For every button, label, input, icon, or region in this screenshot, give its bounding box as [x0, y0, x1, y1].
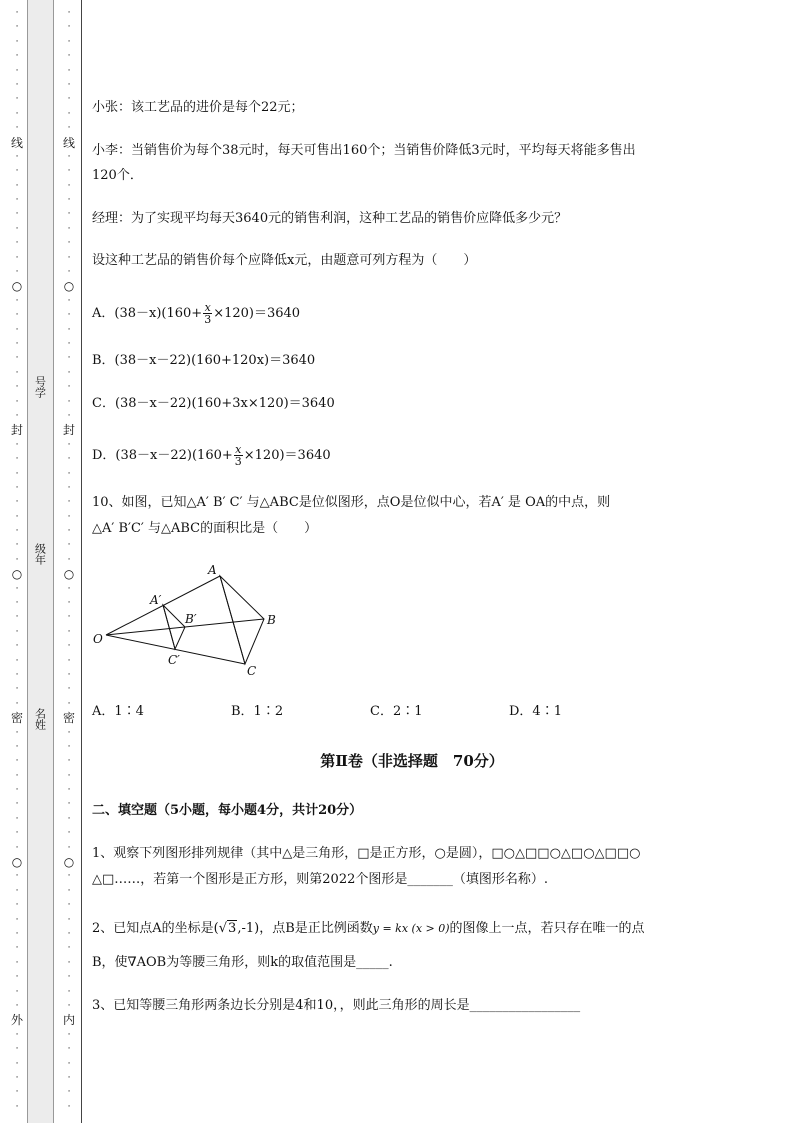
outer-binding-dot: · — [15, 51, 19, 62]
outer-binding-dot: · — [15, 684, 19, 695]
inner-binding-dot: · — [67, 1000, 71, 1011]
outer-binding-dot: · — [15, 1044, 19, 1055]
outer-binding-dot: · — [15, 612, 19, 623]
outer-binding-marker: 外 — [10, 1013, 23, 1028]
inner-binding-dot: · — [67, 871, 71, 882]
fill2-line-1: 2、已知点A的坐标是(√3,-1)，点B是正比例函数y = kx (x > 0)的图像上一点，若只存在唯一的点 — [92, 921, 645, 936]
inner-binding-dot: · — [67, 756, 71, 767]
outer-binding-dot: · — [15, 108, 19, 119]
outer-binding-dot: · — [15, 468, 19, 479]
outer-binding-dot: · — [15, 842, 19, 853]
outer-binding-dot: · — [15, 785, 19, 796]
section-heading-fill-in: 二、填空题（5小题，每小题4分，共计20分） — [92, 803, 363, 818]
inner-binding-marker: ○ — [63, 855, 75, 870]
outer-binding-dot: · — [15, 540, 19, 551]
outer-binding-dot: · — [15, 252, 19, 263]
label-a: A — [208, 563, 217, 577]
q10-option-a: A．1∶4 — [92, 704, 144, 719]
outer-binding-dot: · — [15, 655, 19, 666]
inner-binding-dot: · — [67, 108, 71, 119]
outer-binding-dot: · — [15, 410, 19, 421]
part-two-title: 第Ⅱ卷（非选择题 70分） — [320, 752, 504, 770]
q10-line-1: 10、如图，已知△A′ B′ C′ 与△ABC是位似图形，点O是位似中心，若A′ 是 OA的中点，则 — [92, 495, 611, 510]
inner-binding-dot: · — [67, 583, 71, 594]
inner-binding-dot: · — [67, 684, 71, 695]
fill1-line-2: △□……，若第一个图形是正方形，则第2022个图形是_______（填图形名称）. — [92, 872, 548, 887]
q9-line-4: 经理：为了实现平均每天3640元的销售利润，这种工艺品的销售价应降低多少元？ — [92, 211, 568, 226]
inner-binding-dot: · — [67, 554, 71, 565]
q9-line-2: 小李：当销售价为每个38元时，每天可售出160个；当销售价降低3元时，平均每天将能多售出 — [92, 143, 636, 158]
q9-option-c: C．(38－x－22)(160+3x×120)＝3640 — [92, 396, 335, 411]
outer-binding-dot: · — [15, 1072, 19, 1083]
inner-binding-dot: · — [67, 943, 71, 954]
inner-binding-dot: · — [67, 929, 71, 939]
inner-binding-dot: · — [67, 166, 71, 177]
q9-option-a: A．(38－x)(160+ $\frac{x}{3}$ ×120)＝3640 — [92, 301, 301, 326]
q9-option-b: B．(38－x－22)(160+120x)＝3640 — [92, 353, 316, 368]
outer-binding-dot: · — [15, 295, 19, 306]
inner-binding-dot: · — [67, 598, 71, 609]
inner-binding-dot: · — [67, 741, 71, 752]
fraction-x-over-3: $\frac{x}{3}$ — [204, 301, 212, 326]
q10-option-d: D．4∶1 — [509, 704, 562, 719]
outer-binding-dot: · — [15, 497, 19, 508]
inner-binding-dot: · — [67, 972, 71, 983]
outer-binding-dot: · — [15, 626, 19, 637]
inner-binding-dot: · — [67, 439, 71, 450]
outer-binding-marker: 封 — [10, 423, 23, 438]
outer-binding-dot: · — [15, 22, 19, 33]
outer-binding-marker: 线 — [10, 135, 23, 150]
outer-binding-dot: · — [15, 94, 19, 105]
inner-binding-dot: · — [67, 1087, 71, 1098]
inner-binding-dot: · — [67, 770, 71, 781]
outer-binding-dot: · — [15, 741, 19, 752]
inner-binding-dot: · — [67, 1029, 71, 1040]
inner-binding-dot: · — [67, 209, 71, 220]
homothety-figure — [92, 560, 292, 685]
outer-binding-dot: · — [15, 180, 19, 191]
inner-binding-dot: · — [67, 180, 71, 191]
outer-binding-dot: · — [15, 1029, 19, 1040]
inner-binding-marker: 密 — [62, 711, 75, 726]
label-b-prime: B′ — [185, 612, 197, 626]
outer-binding-dot: · — [15, 324, 19, 335]
label-c: C — [247, 664, 257, 678]
inner-binding-dot: · — [67, 324, 71, 335]
outer-binding-dot: · — [15, 885, 19, 896]
q9-option-d: D．(38－x－22)(160+ $\frac{x}{3}$ ×120)＝3640 — [92, 443, 331, 468]
student-number-label: 号学 — [33, 376, 47, 398]
inner-binding-dot: · — [67, 785, 71, 796]
label-a-prime: A′ — [150, 593, 162, 607]
outer-binding-dot: · — [15, 669, 19, 680]
outer-binding-dot: · — [15, 310, 19, 321]
inner-binding-dot: · — [67, 295, 71, 306]
inner-binding-dot: · — [67, 482, 71, 493]
outer-binding-dot: · — [15, 641, 19, 652]
outer-binding-dot: · — [15, 382, 19, 393]
binding-margin — [0, 0, 82, 1123]
label-c-prime: C′ — [168, 653, 180, 667]
outer-binding-marker: ○ — [11, 855, 23, 870]
inner-binding-dot: · — [67, 36, 71, 47]
outer-binding-dot: · — [15, 943, 19, 954]
inner-binding-dot: · — [67, 410, 71, 421]
outer-binding-dot: · — [15, 727, 19, 738]
outer-binding-dot: · — [15, 79, 19, 90]
outer-binding-dot: · — [15, 972, 19, 983]
label-o: O — [93, 632, 103, 646]
inner-binding-dot: · — [67, 94, 71, 105]
inner-binding-dot: · — [67, 8, 71, 18]
inner-binding-dot: · — [67, 813, 71, 824]
inner-binding-dot: · — [67, 123, 71, 134]
outer-binding-dot: · — [15, 770, 19, 781]
inner-binding-dot: · — [67, 454, 71, 465]
inner-binding-dot: · — [67, 267, 71, 278]
outer-binding-dot: · — [15, 223, 19, 234]
outer-binding-dot: · — [15, 209, 19, 220]
outer-binding-dot: · — [15, 914, 19, 925]
outer-binding-marker: 密 — [10, 711, 23, 726]
inner-binding-dot: · — [67, 669, 71, 680]
inner-binding-dot: · — [67, 914, 71, 925]
inner-binding-dot: · — [67, 65, 71, 76]
inner-binding-dot: · — [67, 626, 71, 637]
inner-binding-dot: · — [67, 957, 71, 968]
fill2-line-2: B，使∇AOB为等腰三角形，则k的取值范围是_____. — [92, 955, 393, 970]
outer-binding-dot: · — [15, 900, 19, 911]
outer-binding-dot: · — [15, 986, 19, 997]
inner-binding-dot: · — [67, 223, 71, 234]
q10-options — [92, 702, 562, 722]
fraction-x-over-3: $\frac{x}{3}$ — [234, 443, 242, 468]
grade-label: 级年 — [33, 543, 47, 565]
outer-binding-marker: ○ — [11, 279, 23, 294]
q10-option-c: C．2∶1 — [370, 704, 423, 719]
inner-binding-dot: · — [67, 641, 71, 652]
outer-binding-dot: · — [15, 756, 19, 767]
outer-binding-dot: · — [15, 439, 19, 450]
inner-binding-marker: ○ — [63, 279, 75, 294]
outer-binding-dot: · — [15, 957, 19, 968]
outer-binding-dot: · — [15, 396, 19, 407]
sqrt-symbol: √ — [218, 921, 228, 936]
outer-binding-dot: · — [15, 598, 19, 609]
inner-binding-dot: · — [67, 22, 71, 33]
inner-binding-dot: · — [67, 828, 71, 839]
outer-binding-dot: · — [15, 583, 19, 594]
outer-binding-dot: · — [15, 1101, 19, 1112]
inner-binding-dot: · — [67, 238, 71, 249]
outer-binding-dot: · — [15, 353, 19, 364]
label-b: B — [267, 613, 276, 627]
inner-binding-dot: · — [67, 698, 71, 709]
outer-binding-dot: · — [15, 1058, 19, 1069]
inner-binding-dot: · — [67, 497, 71, 508]
inner-binding-dot: · — [67, 353, 71, 364]
inner-binding-dot: · — [67, 382, 71, 393]
outer-binding-dot: · — [15, 338, 19, 349]
q9-line-1: 小张：该工艺品的进价是每个22元； — [92, 100, 304, 115]
inner-binding-dot: · — [67, 252, 71, 263]
outer-binding-dot: · — [15, 1087, 19, 1098]
inner-binding-dot: · — [67, 79, 71, 90]
outer-binding-dot: · — [15, 554, 19, 565]
outer-binding-dot: · — [15, 828, 19, 839]
inner-binding-dot: · — [67, 526, 71, 537]
q9-line-3: 120个． — [92, 168, 143, 183]
outer-binding-dot: · — [15, 367, 19, 378]
inner-binding-dot: · — [67, 655, 71, 666]
inner-binding-dot: · — [67, 540, 71, 551]
inner-binding-dot: · — [67, 151, 71, 162]
inner-binding-dot: · — [67, 1072, 71, 1083]
inner-binding-dot: · — [67, 1101, 71, 1112]
outer-binding-dot: · — [15, 929, 19, 939]
inner-binding-dot: · — [67, 1044, 71, 1055]
outer-binding-dot: · — [15, 238, 19, 249]
inner-binding-dot: · — [67, 511, 71, 522]
q10-option-b: B．1∶2 — [231, 704, 284, 719]
inner-binding-dot: · — [67, 799, 71, 810]
inner-binding-dot: · — [67, 367, 71, 378]
outer-binding-dot: · — [15, 511, 19, 522]
outer-binding-dot: · — [15, 454, 19, 465]
outer-binding-dot: · — [15, 123, 19, 134]
outer-binding-marker: ○ — [11, 567, 23, 582]
outer-binding-dot: · — [15, 813, 19, 824]
inner-binding-marker: 封 — [62, 423, 75, 438]
inner-binding-dot: · — [67, 727, 71, 738]
outer-binding-dot: · — [15, 698, 19, 709]
inner-binding-dot: · — [67, 310, 71, 321]
outer-binding-dot: · — [15, 36, 19, 47]
inner-binding-dot: · — [67, 986, 71, 997]
outer-binding-dot: · — [15, 799, 19, 810]
segment-ac — [220, 576, 245, 664]
inner-binding-marker: 内 — [62, 1013, 75, 1028]
q10-line-2: △A′ B′C′ 与△ABC的面积比是（ ） — [92, 521, 318, 536]
outer-binding-dot: · — [15, 195, 19, 206]
inner-binding-marker: 线 — [62, 135, 75, 150]
fill3-line: 3、已知等腰三角形两条边长分别是4和10，，则此三角形的周长是_________________ — [92, 998, 581, 1013]
outer-binding-dot: · — [15, 151, 19, 162]
inner-binding-dot: · — [67, 842, 71, 853]
inner-binding-dot: · — [67, 1058, 71, 1069]
outer-binding-dot: · — [15, 166, 19, 177]
fill1-line-1: 1、观察下列图形排列规律（其中△是三角形，□是正方形，○是圆），□○△□□○△□○△□□○ — [92, 846, 641, 861]
inner-binding-dot: · — [67, 612, 71, 623]
inner-binding-dot: · — [67, 468, 71, 479]
inner-dotted-line — [55, 6, 83, 1114]
outer-binding-dot: · — [15, 8, 19, 18]
q9-line-5: 设这种工艺品的销售价每个应降低x元，由题意可列方程为（ ） — [92, 253, 477, 268]
outer-binding-dot: · — [15, 871, 19, 882]
outer-binding-dot: · — [15, 267, 19, 278]
outer-binding-dot: · — [15, 1000, 19, 1011]
inner-binding-dot: · — [67, 338, 71, 349]
inner-binding-dot: · — [67, 396, 71, 407]
inner-binding-marker: ○ — [63, 567, 75, 582]
inner-binding-dot: · — [67, 51, 71, 62]
inner-binding-dot: · — [67, 195, 71, 206]
outer-binding-dot: · — [15, 65, 19, 76]
name-label: 名姓 — [33, 708, 47, 730]
inner-binding-dot: · — [67, 900, 71, 911]
inner-binding-dot: · — [67, 885, 71, 896]
binding-border — [81, 0, 82, 1123]
outer-binding-dot: · — [15, 526, 19, 537]
outer-binding-dot: · — [15, 482, 19, 493]
